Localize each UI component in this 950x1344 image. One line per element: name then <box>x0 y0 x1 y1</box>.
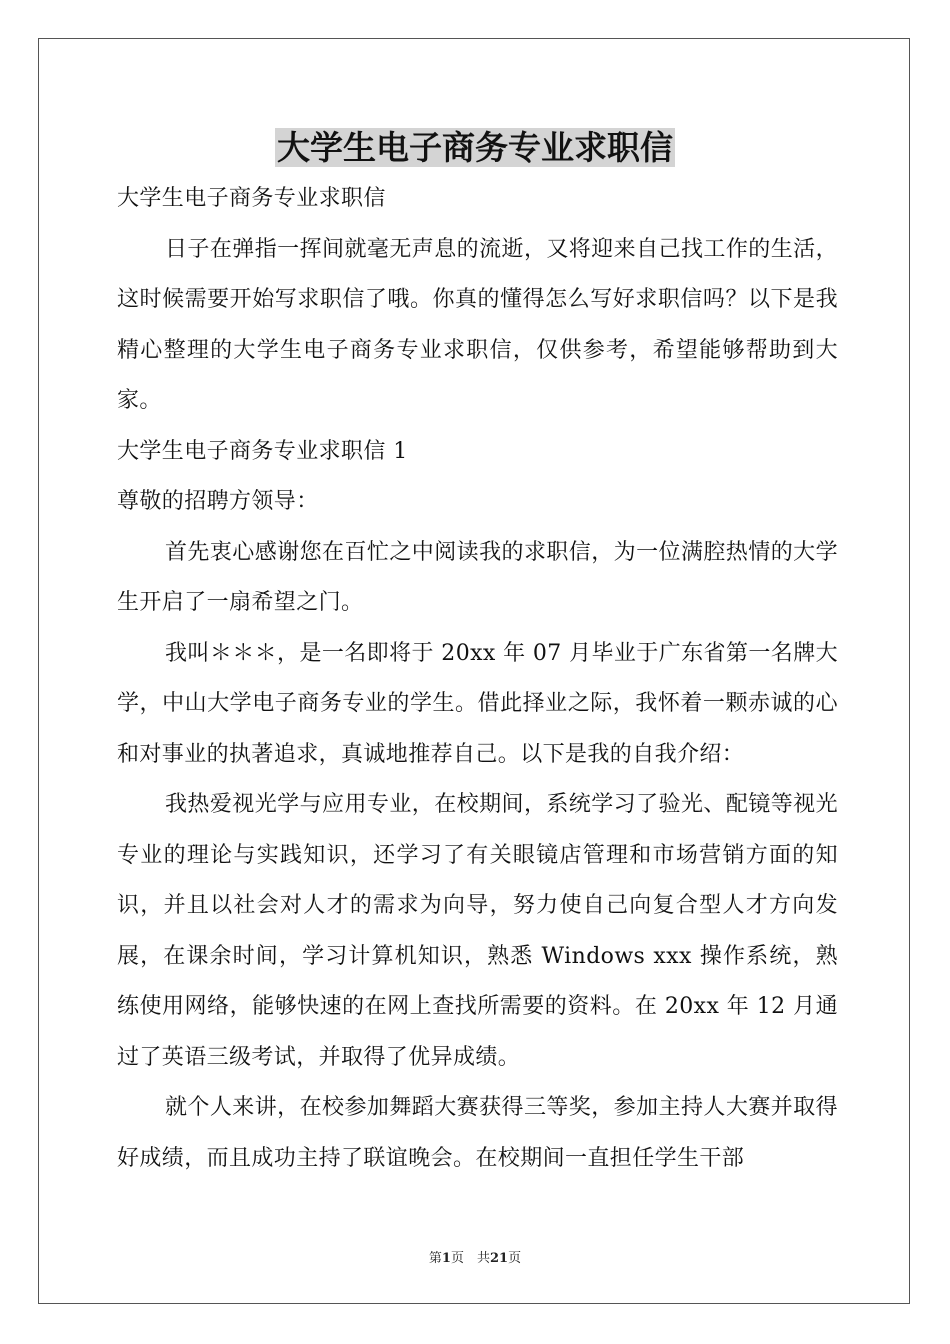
paragraph: 大学生电子商务专业求职信 <box>117 186 386 211</box>
footer-mid: 页 共 <box>450 1251 490 1266</box>
document-title-text: 大学生电子商务专业求职信 <box>277 128 673 167</box>
document-body <box>117 174 838 1184</box>
paragraph: 首先衷心感谢您在百忙之中阅读我的求职信，为一位满腔热情的大学生开启了一扇希望之门。 <box>117 539 838 615</box>
paragraph: 就个人来讲，在校参加舞蹈大赛获得三等奖，参加主持人大赛并取得好成绩，而且成功主持了联谊晚会。在校期间一直担任学生干部 <box>117 1095 838 1171</box>
section-heading: 大学生电子商务专业求职信 1 <box>117 438 408 464</box>
footer-prefix: 第 <box>428 1251 442 1266</box>
paragraph: 日子在弹指一挥间就毫无声息的流逝，又将迎来自己找工作的生活，这时候需要开始写求职信了哦。你真的懂得怎么写好求职信吗？以下是我精心整理的大学生电子商务专业求职信，仅供参考，希望能够帮助到大家。 <box>117 236 838 413</box>
page-footer <box>0 1247 950 1266</box>
paragraph: 我叫＊＊＊，是一名即将于 20xx 年 07 月毕业于广东省第一名牌大学，中山大学电子商务专业的学生。借此择业之际，我怀着一颗赤诚的心和对事业的执著追求，真诚地推荐自己。以下是我的自我介绍： <box>117 640 838 767</box>
footer-suffix: 页 <box>508 1251 522 1266</box>
document-title <box>0 122 950 174</box>
salutation: 尊敬的招聘方领导： <box>117 489 319 514</box>
footer-page-current: 1 <box>441 1251 451 1266</box>
paragraph: 我热爱视光学与应用专业，在校期间，系统学习了验光、配镜等视光专业的理论与实践知识，还学习了有关眼镜店管理和市场营销方面的知识，并且以社会对人才的需求为向导，努力使自己向复合型人才方向发展，在课余时间，学习计算机知识，熟悉 Windows xxx 操作系统，熟练使用网络，能够快速的在网上查找所需要的资料。在 20xx 年 12 月通过了英语三级考试，并取得了优异成绩。 <box>117 792 838 1070</box>
footer-page-total: 21 <box>489 1251 509 1266</box>
